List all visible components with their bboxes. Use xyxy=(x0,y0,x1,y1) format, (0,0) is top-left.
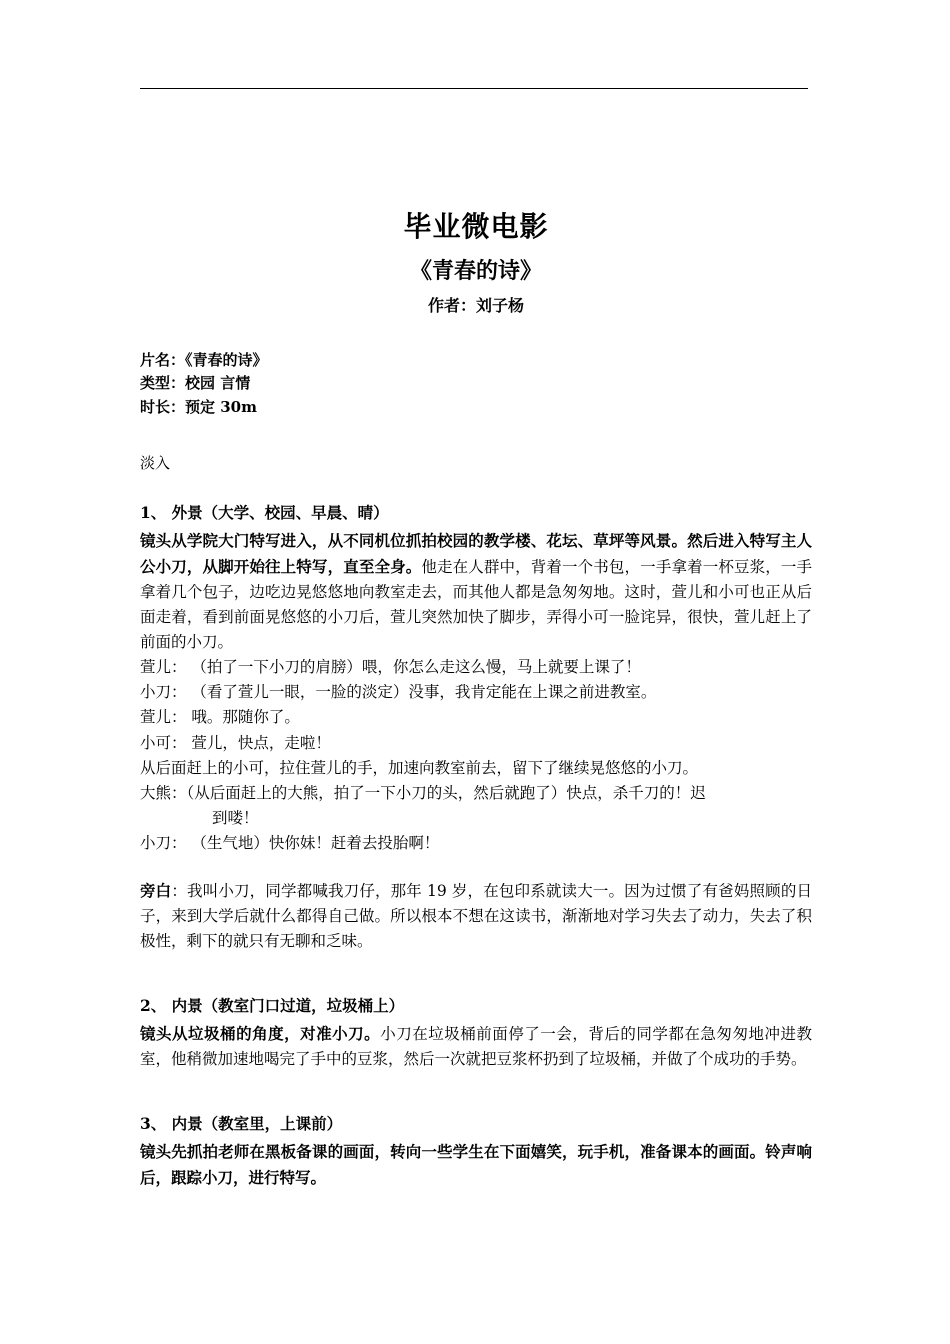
dialog-line-hang: 到喽！ xyxy=(212,808,259,827)
scene-action xyxy=(140,1021,812,1072)
dialog-line: 萱儿： （拍了一下小刀的肩膀）喂，你怎么走这么慢，马上就要上课了！ xyxy=(140,658,641,677)
dialog-line: 小刀： （生气地）快你妹！赶着去投胎啊！ xyxy=(140,834,440,853)
voiceover-text: ：我叫小刀，同学都喊我刀仔，那年 19 岁，在包印系就读大一。因为过惯了有爸妈照顾的日子，来到大学后就什么都得自己做。所以根本不想在这读书，渐渐地对学习失去了动力，失去了积极性，剩下的就只有无聊和乏味。 xyxy=(140,882,812,951)
dialog-line: 小刀： （看了萱儿一眼，一脸的淡定）没事，我肯定能在上课之前进教室。 xyxy=(140,683,657,702)
scene-action-bold: 镜头从学院大门特写进入，从不同机位抓拍校园的教学楼、花坛、草坪等风景。然后进入特写主人公小刀，从脚开始往上特写，直至全身。 xyxy=(140,530,812,576)
voiceover-label: 旁白 xyxy=(140,881,172,901)
scene-heading: 1、 外景（大学、校园、早晨、晴） xyxy=(140,502,389,522)
document-subtitle: 《青春的诗》 xyxy=(409,257,542,284)
scene-heading: 2、 内景（教室门口过道，垃圾桶上） xyxy=(140,996,405,1016)
dialog-line: 大熊：（从后面赶上的大熊，拍了一下小刀的头，然后就跑了）快点，杀千刀的！迟 xyxy=(140,783,706,802)
fade-in-cue: 淡入 xyxy=(140,453,171,472)
scene-action xyxy=(140,528,812,656)
meta-duration: 时长：预定 30m xyxy=(140,397,257,416)
meta-genre: 类型：校园 言情 xyxy=(140,374,251,393)
document-meta xyxy=(140,349,812,419)
scene-action-rest: 他走在人群中，背着一个书包，一手拿着一杯豆浆，一手拿着几个包子，边吃边晃悠悠地向教室走去，而其他人都是急匆匆地。这时，萱儿和小可也正从后面走着，看到前面晃悠悠的小刀后，萱儿突然加快了脚步，弄得小可一脸诧异，很快，萱儿赶上了前面的小刀。 xyxy=(140,557,812,652)
scene-3 xyxy=(140,1112,812,1191)
dialog-line: 小可： 萱儿，快点，走啦！ xyxy=(140,733,331,752)
meta-film-name: 片名：《青春的诗》 xyxy=(140,351,268,370)
dialog-line-continuation xyxy=(140,806,812,831)
scene-action xyxy=(140,1139,812,1191)
scene-1 xyxy=(140,501,812,955)
scene-2 xyxy=(140,994,812,1072)
voiceover xyxy=(140,878,812,954)
page-title: 毕业微电影 xyxy=(403,210,549,243)
scene-action-bold: 镜头先抓拍老师在黑板备课的画面，转向一些学生在下面嬉笑，玩手机，准备课本的画面。铃声响后，跟踪小刀，进行特写。 xyxy=(140,1142,812,1188)
scene-action-bold: 镜头从垃圾桶的角度，对准小刀。 xyxy=(140,1024,381,1044)
document-author: 作者：刘子杨 xyxy=(427,295,524,315)
document-body xyxy=(140,210,812,1210)
scene-heading: 3、 内景（教室里，上课前） xyxy=(140,1114,343,1134)
dialog-line: 萱儿： 哦。那随你了。 xyxy=(140,708,300,727)
header-rule xyxy=(140,88,808,89)
scene-action-rest: 小刀在垃圾桶前面停了一会，背后的同学都在急匆匆地冲进教室，他稍微加速地喝完了手中的豆浆，然后一次就把豆浆杯扔到了垃圾桶，并做了个成功的手势。 xyxy=(140,1025,812,1069)
dialog-line: 从后面赶上的小可，拉住萱儿的手，加速向教室前去，留下了继续晃悠悠的小刀。 xyxy=(140,758,699,777)
